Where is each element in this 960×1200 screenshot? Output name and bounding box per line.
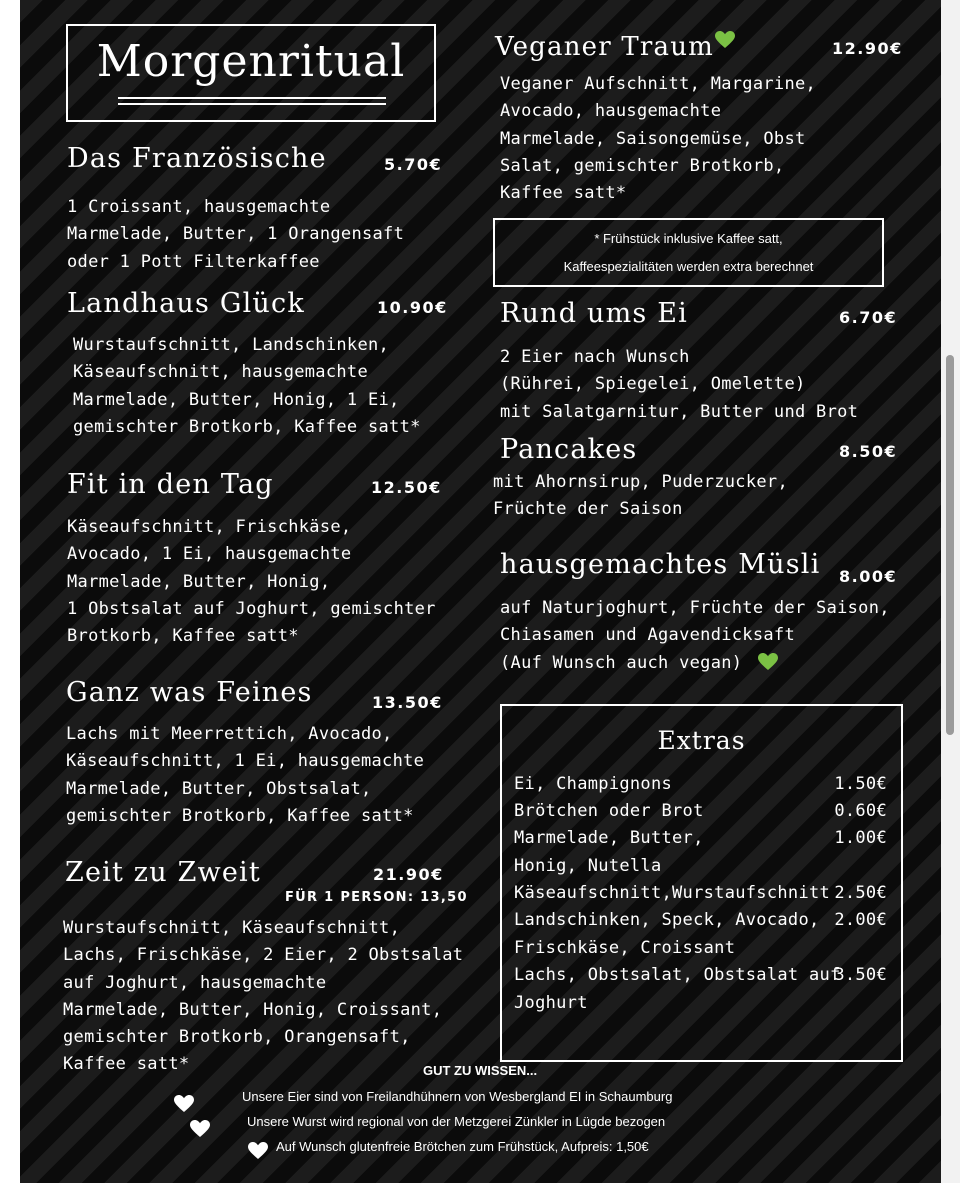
item-description: Wurstaufschnitt, Landschinken, Käseaufschnitt, hausgemachte Marmelade, Butter, Honig, 1 Ei, gemischter Brotkorb, Kaffee satt* [73, 335, 421, 437]
item-price: 8.00€ [839, 567, 898, 586]
item-title: Landhaus Glück [67, 288, 305, 319]
white-heart-icon [190, 1118, 210, 1140]
extras-title: Extras [657, 726, 746, 755]
green-heart-icon [758, 653, 778, 671]
item-description: mit Ahornsirup, Puderzucker, Früchte der Saison [493, 472, 788, 520]
footer-line: Auf Wunsch glutenfreie Brötchen zum Frühstück, Aufpreis: 1,50€ [276, 1139, 649, 1154]
item-title: Rund ums Ei [500, 298, 688, 329]
extras-row: Marmelade, Butter, Honig, Nutella 1.00€ [514, 828, 887, 876]
item-title: Das Französische [67, 143, 327, 174]
title-box [66, 24, 436, 122]
footer-line: Unsere Wurst wird regional von der Metzgerei Zünkler in Lügde bezogen [247, 1114, 666, 1129]
scrollbar[interactable] [941, 0, 960, 1200]
item-description: Lachs mit Meerrettich, Avocado, Käseaufschnitt, 1 Ei, hausgemachte Marmelade, Butter, Obstsalat, gemischter Brotkorb, Kaffee satt* [66, 724, 425, 826]
title-underline-2 [118, 103, 386, 105]
item-description: Wurstaufschnitt, Käseaufschnitt, Lachs, Frischkäse, 2 Eier, 2 Obstsalat auf Joghurt, hausgemachte Marmelade, Butter, Honig, Croissant, gemischter Brotkorb, Orangensaft, Kaffee satt* [63, 918, 464, 1075]
item-description: Veganer Aufschnitt, Margarine, Avocado, hausgemachte Marmelade, Saisongemüse, Obst Salat, gemischter Brotkorb, Kaffee satt* [500, 74, 817, 204]
footer-line: Unsere Eier sind von Freilandhühnern von Wesbergland EI in Schaumburg [242, 1089, 673, 1104]
item-description: 2 Eier nach Wunsch (Rührei, Spiegelei, Omelette) mit Salatgarnitur, Butter und Brot [500, 347, 859, 422]
page-title: Morgenritual [96, 36, 406, 87]
extras-box [500, 704, 903, 1062]
green-heart-icon [715, 31, 735, 49]
item-subprice: FÜR 1 PERSON: 13,50 [285, 890, 468, 905]
item-price: 8.50€ [839, 442, 898, 461]
extras-row: Brötchen oder Brot 0.60€ [514, 801, 887, 821]
item-title: Ganz was Feines [66, 677, 313, 708]
item-title: Fit in den Tag [67, 469, 274, 500]
item-price: 12.90€ [832, 39, 903, 58]
item-price: 13.50€ [372, 693, 443, 712]
extras-row: Lachs, Obstsalat, Obstsalat auf Joghurt 3.50€ [514, 965, 887, 1013]
item-price: 12.50€ [371, 478, 442, 497]
white-heart-icon [248, 1140, 268, 1162]
item-description: auf Naturjoghurt, Früchte der Saison, Chiasamen und Agavendicksaft (Auf Wunsch auch vegan) [500, 598, 890, 673]
scrollbar-thumb[interactable] [946, 355, 954, 735]
coffee-note-line: Kaffeespezialitäten werden extra berechnet [563, 259, 814, 274]
item-description: Käseaufschnitt, Frischkäse, Avocado, 1 Ei, hausgemachte Marmelade, Butter, Honig, 1 Obstsalat auf Joghurt, gemischter Brotkorb, Kaffee satt* [67, 517, 436, 647]
white-heart-icon [174, 1093, 194, 1115]
title-underline [118, 97, 386, 99]
item-title [495, 31, 735, 62]
footer-heading: GUT ZU WISSEN... [423, 1063, 538, 1078]
item-price: 21.90€ [373, 865, 444, 884]
item-price: 6.70€ [839, 308, 898, 327]
coffee-note-box [493, 218, 884, 287]
item-title: hausgemachtes Müsli [500, 549, 821, 580]
page-bottom-margin [0, 1183, 960, 1200]
menu-page [20, 0, 941, 1183]
item-title: Zeit zu Zweit [65, 857, 261, 888]
item-title: Pancakes [500, 434, 638, 465]
coffee-note-line: * Frühstück inklusive Kaffee satt, [594, 231, 783, 246]
item-price: 5.70€ [384, 155, 443, 174]
extras-row: Ei, Champignons 1.50€ [514, 774, 887, 794]
item-price: 10.90€ [377, 298, 448, 317]
item-description: 1 Croissant, hausgemachte Marmelade, Butter, 1 Orangensaft oder 1 Pott Filterkaffee [67, 197, 405, 272]
extras-row: Käseaufschnitt,Wurstaufschnitt 2.50€ [514, 883, 887, 903]
item-title-text: Veganer Traum [495, 32, 715, 62]
extras-row: Landschinken, Speck, Avocado, Frischkäse, Croissant 2.00€ [514, 910, 887, 958]
